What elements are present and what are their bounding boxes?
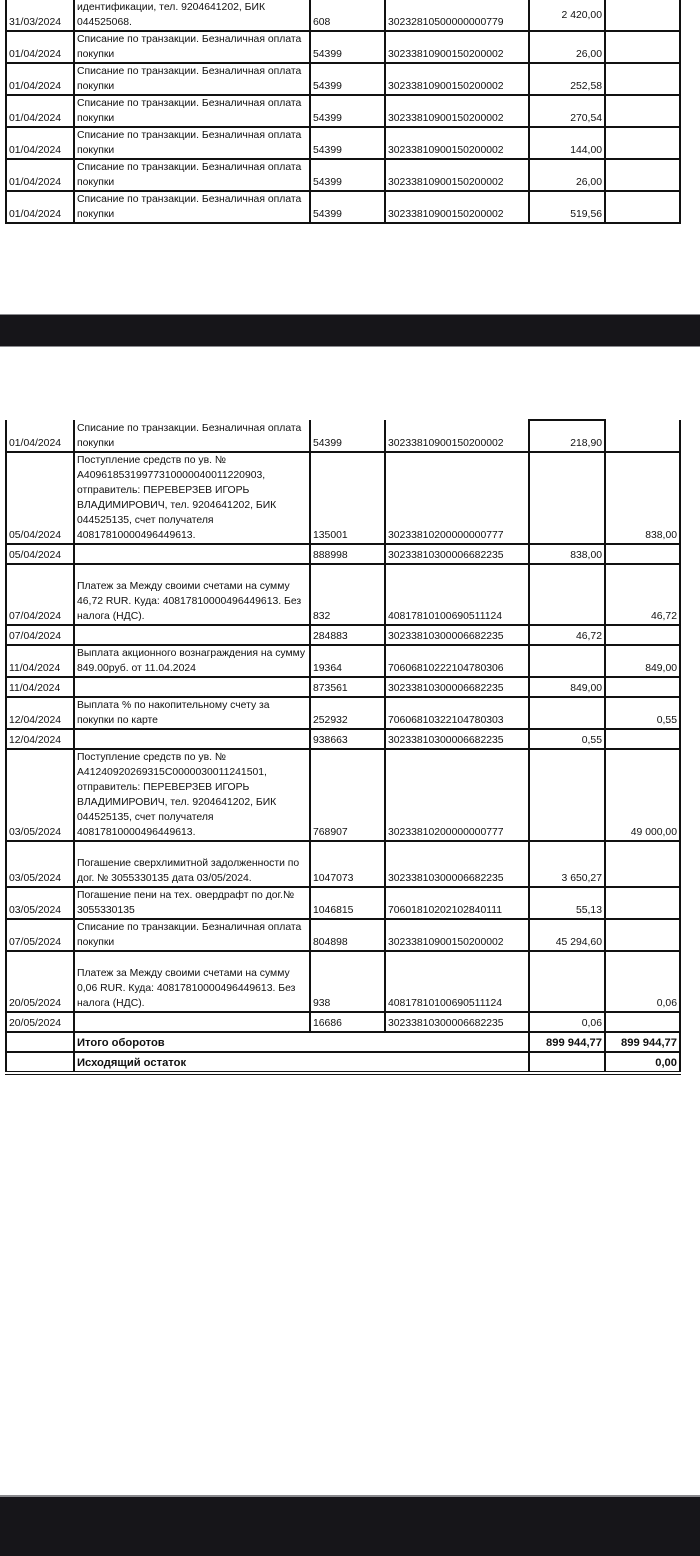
date-cell: 07/04/2024 <box>6 625 74 645</box>
date-cell: 07/05/2024 <box>6 919 74 951</box>
debit-cell <box>529 697 605 729</box>
account-cell: 30233810900150200002 <box>385 191 529 223</box>
doc-number-cell: 54399 <box>310 95 385 127</box>
debit-cell: 3 650,27 <box>529 841 605 887</box>
credit-cell <box>605 159 680 191</box>
description-cell: Списание по транзакции. Безналичная оплата покупки <box>74 420 310 452</box>
debit-cell <box>529 452 605 544</box>
debit-cell <box>529 951 605 1012</box>
account-cell: 30233810900150200002 <box>385 95 529 127</box>
turnover-debit: 899 944,77 <box>529 1032 605 1052</box>
table-row <box>6 420 680 452</box>
date-cell: 01/04/2024 <box>6 420 74 452</box>
table-row <box>6 95 680 127</box>
credit-cell <box>605 919 680 951</box>
debit-cell: 45 294,60 <box>529 919 605 951</box>
doc-number-cell: 54399 <box>310 159 385 191</box>
description-cell: Списание по транзакции. Безналичная оплата покупки <box>74 127 310 159</box>
doc-number-cell: 873561 <box>310 677 385 697</box>
date-cell: 20/05/2024 <box>6 951 74 1012</box>
debit-cell: 252,58 <box>529 63 605 95</box>
table-row <box>6 951 680 1012</box>
doc-number-cell: 832 <box>310 564 385 625</box>
description-cell: Погашение пени на тех. овердрафт по дог.№ 3055330135 <box>74 887 310 919</box>
credit-cell <box>605 841 680 887</box>
account-cell: 30233810300006682235 <box>385 677 529 697</box>
description-cell: Списание по транзакции. Безналичная оплата покупки <box>74 919 310 951</box>
description-cell: Выплата % по накопительному счету за покупки по карте <box>74 697 310 729</box>
doc-number-cell: 284883 <box>310 625 385 645</box>
page-separator <box>0 1495 700 1556</box>
date-cell: 03/05/2024 <box>6 841 74 887</box>
credit-cell: 838,00 <box>605 452 680 544</box>
table-row <box>6 919 680 951</box>
credit-cell <box>605 677 680 697</box>
debit-cell <box>529 645 605 677</box>
account-cell: 30233810300006682235 <box>385 625 529 645</box>
statement-table-page-1 <box>5 0 681 224</box>
credit-cell <box>605 420 680 452</box>
description-cell <box>74 677 310 697</box>
closing-balance-credit: 0,00 <box>605 1052 680 1073</box>
table-row <box>6 677 680 697</box>
credit-cell: 0,06 <box>605 951 680 1012</box>
account-cell: 30233810900150200002 <box>385 159 529 191</box>
table-row <box>6 452 680 544</box>
date-cell: 07/04/2024 <box>6 564 74 625</box>
description-cell: Списание по транзакции. Безналичная оплата покупки <box>74 31 310 63</box>
debit-cell: 26,00 <box>529 31 605 63</box>
credit-cell <box>605 625 680 645</box>
description-cell: Поступление средств по ув. № A41240920269315C0000030011241501, отправитель: ПЕРЕВЕРЗЕВ ИГОРЬ ВЛАДИМИРОВИЧ, тел. 9204641202, БИК 044525135, счет получателя 40817810000496449613. <box>74 749 310 841</box>
empty-cell <box>6 1032 74 1052</box>
table-row <box>6 887 680 919</box>
doc-number-cell: 888998 <box>310 544 385 564</box>
credit-cell: 0,55 <box>605 697 680 729</box>
credit-cell <box>605 191 680 223</box>
description-cell: Поступление средств по ув. № A40961853199773100000400112209​03, отправитель: ПЕРЕВЕРЗЕВ ИГОРЬ ВЛАДИМИРОВИЧ, тел. 9204641202, БИК 044525135, счет получателя 40817810000496449613. <box>74 452 310 544</box>
doc-number-cell: 16686 <box>310 1012 385 1032</box>
doc-number-cell: 54399 <box>310 63 385 95</box>
statement-page-1 <box>0 0 700 314</box>
table-row <box>6 544 680 564</box>
doc-number-cell: 135001 <box>310 452 385 544</box>
turnover-total-row <box>6 1032 680 1052</box>
description-cell: Платеж за Между своими счетами на сумму 46,72 RUR. Куда: 40817810000496449613. Без налога (НДС). <box>74 564 310 625</box>
debit-cell <box>529 564 605 625</box>
account-cell: 40817810100690511124 <box>385 564 529 625</box>
account-cell: 30233810900150200002 <box>385 31 529 63</box>
table-row <box>6 625 680 645</box>
account-cell: 30232810500000000779 <box>385 0 529 31</box>
date-cell: 01/04/2024 <box>6 95 74 127</box>
debit-cell: 218,90 <box>529 420 605 452</box>
description-cell: Списание по транзакции. Безналичная оплата покупки <box>74 95 310 127</box>
doc-number-cell: 804898 <box>310 919 385 951</box>
doc-number-cell: 54399 <box>310 191 385 223</box>
page-separator <box>0 314 700 347</box>
description-cell: идентификации, тел. 9204641202, БИК 044525068. <box>74 0 310 31</box>
table-row <box>6 191 680 223</box>
date-cell: 05/04/2024 <box>6 544 74 564</box>
doc-number-cell: 1047073 <box>310 841 385 887</box>
date-cell: 12/04/2024 <box>6 729 74 749</box>
credit-cell <box>605 31 680 63</box>
doc-number-cell: 54399 <box>310 127 385 159</box>
account-cell: 70606810222104780306 <box>385 645 529 677</box>
description-cell: Списание по транзакции. Безналичная оплата покупки <box>74 63 310 95</box>
table-row <box>6 841 680 887</box>
debit-cell: 849,00 <box>529 677 605 697</box>
debit-cell: 46,72 <box>529 625 605 645</box>
credit-cell: 49 000,00 <box>605 749 680 841</box>
description-cell: Списание по транзакции. Безналичная оплата покупки <box>74 191 310 223</box>
debit-cell: 55,13 <box>529 887 605 919</box>
table-row <box>6 749 680 841</box>
table-row <box>6 729 680 749</box>
account-cell: 30233810900150200002 <box>385 919 529 951</box>
closing-balance-row <box>6 1052 680 1073</box>
doc-number-cell: 938 <box>310 951 385 1012</box>
debit-cell: 519,56 <box>529 191 605 223</box>
table-row <box>6 697 680 729</box>
statement-page-2 <box>0 347 700 1495</box>
doc-number-cell: 54399 <box>310 420 385 452</box>
statement-table-page-2 <box>5 419 681 1075</box>
date-cell: 31/03/2024 <box>6 0 74 31</box>
debit-cell: 2 420,00 <box>529 0 605 31</box>
date-cell: 12/04/2024 <box>6 697 74 729</box>
account-cell: 70606810322104780303 <box>385 697 529 729</box>
credit-cell: 46,72 <box>605 564 680 625</box>
credit-cell <box>605 729 680 749</box>
turnover-credit: 899 944,77 <box>605 1032 680 1052</box>
date-cell: 11/04/2024 <box>6 677 74 697</box>
description-cell: Платеж за Между своими счетами на сумму 0,06 RUR. Куда: 40817810000496449613. Без налога (НДС). <box>74 951 310 1012</box>
date-cell: 11/04/2024 <box>6 645 74 677</box>
date-cell: 03/05/2024 <box>6 749 74 841</box>
credit-cell <box>605 0 680 31</box>
account-cell: 30233810300006682235 <box>385 729 529 749</box>
date-cell: 01/04/2024 <box>6 159 74 191</box>
description-cell <box>74 625 310 645</box>
doc-number-cell: 19364 <box>310 645 385 677</box>
account-cell: 30233810200000000777 <box>385 749 529 841</box>
credit-cell: 849,00 <box>605 645 680 677</box>
account-cell: 70601810202102840111 <box>385 887 529 919</box>
table-row <box>6 63 680 95</box>
account-cell: 30233810300006682235 <box>385 841 529 887</box>
debit-cell: 0,55 <box>529 729 605 749</box>
doc-number-cell: 938663 <box>310 729 385 749</box>
empty-cell <box>6 1052 74 1073</box>
debit-cell: 0,06 <box>529 1012 605 1032</box>
date-cell: 01/04/2024 <box>6 191 74 223</box>
closing-balance-label: Исходящий остаток <box>74 1052 529 1073</box>
debit-cell: 26,00 <box>529 159 605 191</box>
debit-cell <box>529 749 605 841</box>
account-cell: 30233810900150200002 <box>385 127 529 159</box>
date-cell: 01/04/2024 <box>6 31 74 63</box>
credit-cell <box>605 887 680 919</box>
description-cell: Погашение сверхлимитной задолженности по дог. № 3055330135 дата 03/05/2024. <box>74 841 310 887</box>
doc-number-cell: 608 <box>310 0 385 31</box>
table-row <box>6 0 680 31</box>
table-row <box>6 159 680 191</box>
doc-number-cell: 252932 <box>310 697 385 729</box>
table-row <box>6 127 680 159</box>
doc-number-cell: 1046815 <box>310 887 385 919</box>
turnover-label: Итого оборотов <box>74 1032 529 1052</box>
table-row <box>6 31 680 63</box>
account-cell: 40817810100690511124 <box>385 951 529 1012</box>
description-cell: Списание по транзакции. Безналичная оплата покупки <box>74 159 310 191</box>
debit-cell: 144,00 <box>529 127 605 159</box>
account-cell: 30233810200000000777 <box>385 452 529 544</box>
doc-number-cell: 768907 <box>310 749 385 841</box>
description-cell: Выплата акционного вознаграждения на сумму 849.00руб. от 11.04.2024 <box>74 645 310 677</box>
credit-cell <box>605 63 680 95</box>
date-cell: 20/05/2024 <box>6 1012 74 1032</box>
account-cell: 30233810900150200002 <box>385 63 529 95</box>
account-cell: 30233810900150200002 <box>385 420 529 452</box>
date-cell: 03/05/2024 <box>6 887 74 919</box>
table-row <box>6 564 680 625</box>
account-cell: 30233810300006682235 <box>385 544 529 564</box>
date-cell: 01/04/2024 <box>6 63 74 95</box>
credit-cell <box>605 544 680 564</box>
table-row <box>6 1012 680 1032</box>
description-cell <box>74 544 310 564</box>
account-cell: 30233810300006682235 <box>385 1012 529 1032</box>
doc-number-cell: 54399 <box>310 31 385 63</box>
debit-cell: 270,54 <box>529 95 605 127</box>
date-cell: 01/04/2024 <box>6 127 74 159</box>
closing-balance-debit <box>529 1052 605 1073</box>
description-cell <box>74 729 310 749</box>
table-row <box>6 645 680 677</box>
description-cell <box>74 1012 310 1032</box>
debit-cell: 838,00 <box>529 544 605 564</box>
credit-cell <box>605 1012 680 1032</box>
credit-cell <box>605 127 680 159</box>
credit-cell <box>605 95 680 127</box>
date-cell: 05/04/2024 <box>6 452 74 544</box>
